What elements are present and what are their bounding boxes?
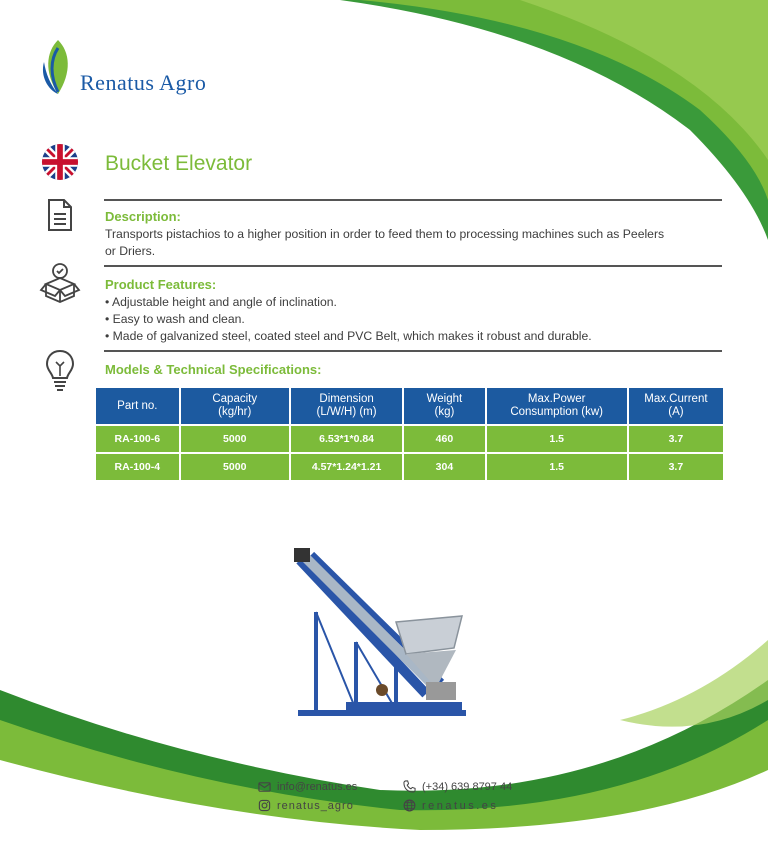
feature-item: • Made of galvanized steel, coated steel and PVC Belt, which makes it robust and durable. — [105, 329, 592, 343]
bucket-elevator-image — [286, 542, 476, 722]
table-header-row — [96, 388, 723, 425]
uk-flag-icon — [41, 143, 79, 181]
description-text-line2: or Driers. — [105, 244, 156, 258]
column-header: Max.Current (A) — [628, 388, 723, 425]
table-row — [96, 425, 723, 453]
document-icon — [46, 198, 74, 232]
table-cell: 4.57*1.24*1.21 — [290, 453, 403, 480]
table-cell: 3.7 — [628, 453, 723, 480]
table-cell: 1.5 — [486, 425, 628, 453]
website-text: renatus.es — [422, 799, 499, 812]
phone-icon — [403, 780, 416, 793]
brand-name: Renatus Agro — [80, 70, 207, 95]
table-cell: 5000 — [180, 425, 290, 453]
feature-item: • Adjustable height and angle of inclination. — [105, 295, 337, 309]
table-cell: RA-100-6 — [96, 425, 180, 453]
feature-item: • Easy to wash and clean. — [105, 312, 245, 326]
instagram-icon — [258, 799, 271, 812]
email-contact[interactable] — [258, 780, 357, 793]
table-cell: 304 — [403, 453, 485, 480]
table-cell: 6.53*1*0.84 — [290, 425, 403, 453]
table-cell: 5000 — [180, 453, 290, 480]
leaf-logo-icon — [40, 38, 76, 96]
divider — [104, 350, 722, 352]
website-contact[interactable] — [403, 799, 498, 812]
instagram-text: renatus_agro — [277, 799, 354, 812]
table-cell: 1.5 — [486, 453, 628, 480]
specs-heading: Models & Technical Specifications: — [105, 362, 322, 377]
description-heading: Description: — [105, 209, 181, 224]
divider — [104, 265, 722, 267]
mail-icon — [258, 780, 271, 793]
phone-contact[interactable] — [403, 780, 512, 793]
bulb-icon — [44, 348, 76, 392]
email-text: info@renatus.es — [277, 780, 358, 793]
column-header: Max.Power Consumption (kw) — [486, 388, 628, 425]
features-heading: Product Features: — [105, 277, 217, 292]
product-title: Bucket Elevator — [105, 152, 253, 175]
divider — [104, 199, 722, 201]
column-header: Weight (kg) — [403, 388, 485, 425]
column-header: Dimension (L/W/H) (m) — [290, 388, 403, 425]
table-row — [96, 453, 723, 480]
table-cell: RA-100-4 — [96, 453, 180, 480]
box-icon — [38, 262, 82, 306]
instagram-contact[interactable] — [258, 799, 354, 812]
phone-text: (+34) 639 8797 44 — [422, 780, 513, 793]
specifications-table — [96, 388, 723, 480]
column-header: Part no. — [96, 388, 180, 425]
column-header: Capacity (kg/hr) — [180, 388, 290, 425]
description-text-line1: Transports pistachios to a higher position in order to feed them to processing machines such as Peelers — [105, 227, 665, 241]
table-cell: 3.7 — [628, 425, 723, 453]
globe-icon — [403, 799, 416, 812]
table-cell: 460 — [403, 425, 485, 453]
